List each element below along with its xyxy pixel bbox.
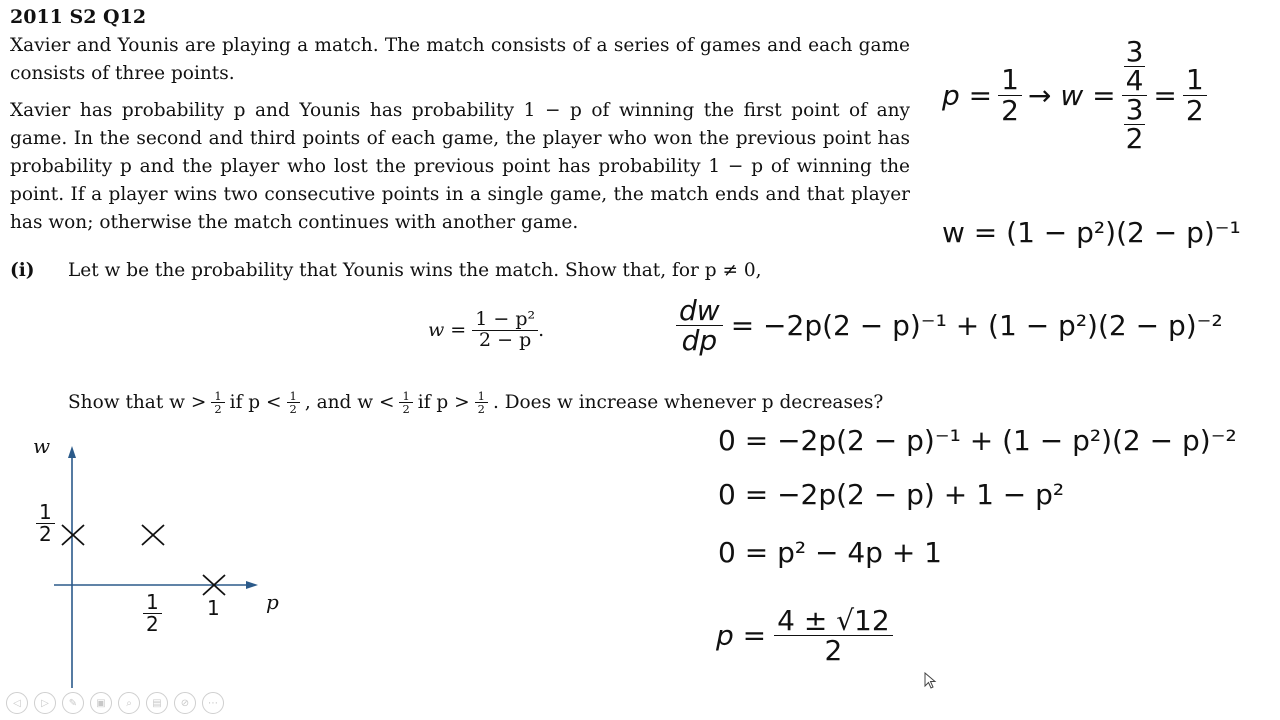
y-tick-half: $\frac{1}{2}$ <box>36 502 55 545</box>
paragraph-intro: Xavier and Younis are playing a match. The match consists of a series of games and each game consists of three points. <box>10 35 910 84</box>
prev-icon[interactable]: ◁ <box>6 692 28 714</box>
formula-w-num: 1 − p² <box>472 310 538 331</box>
mouse-cursor-icon <box>924 672 938 690</box>
point-marker-y-intercept <box>62 525 84 545</box>
copy-icon[interactable]: ▣ <box>90 692 112 714</box>
annotation-step-1: 0 = −2p(2 − p)⁻¹ + (1 − p²)(2 − p)⁻² <box>718 424 1237 457</box>
annotation-half-check: p = $\frac{1}{2}$ → w = 3 4 3 2 = $\frac{1}{2}$ <box>942 30 1207 160</box>
formula-w-tail: . <box>538 319 545 342</box>
more-icon[interactable]: ⋯ <box>202 692 224 714</box>
paragraph-rules: Xavier has probability p and Younis has probability 1 − p of winning the first point of any game. In the second and third points of each game, the player who won the previous point has probability p and the player who lost the previous point has probability 1 − p of winning the point. If a player wins two consecutive points in a single game, the match ends and that player has won; otherwise the match continues with another game. <box>10 100 910 233</box>
half-fraction: $\frac{1}{2}$ <box>475 390 488 415</box>
part-label: (i) <box>10 260 35 281</box>
show-text-b: if p < <box>229 392 282 414</box>
part-text: Let w be the probability that Younis wins the match. Show that, for p ≠ 0, <box>68 260 762 281</box>
x-axis-arrow-icon <box>246 581 258 589</box>
hide-icon[interactable]: ⊘ <box>174 692 196 714</box>
annotation-step-3: 0 = p² − 4p + 1 <box>718 536 942 569</box>
x-tick-one: 1 <box>207 596 220 620</box>
annotation-derivative: $\frac{dw}{dp}$ = −2p(2 − p)⁻¹ + (1 − p²)(2 − p)⁻² <box>676 296 1223 356</box>
pen-icon[interactable]: ✎ <box>62 692 84 714</box>
annotation-step-2: 0 = −2p(2 − p) + 1 − p² <box>718 478 1065 511</box>
show-text-e: . Does w increase whenever p decreases? <box>492 392 884 414</box>
point-marker-half <box>142 525 164 545</box>
formula-w-fraction <box>472 310 538 351</box>
half-fraction: $\frac{1}{2}$ <box>211 390 224 415</box>
sketch-graph <box>0 430 320 692</box>
show-text-c: , and w < <box>304 392 395 414</box>
show-text <box>68 390 883 415</box>
next-icon[interactable]: ▷ <box>34 692 56 714</box>
half-fraction: $\frac{1}{2}$ <box>399 390 412 415</box>
zoom-icon[interactable]: ⌕ <box>118 692 140 714</box>
slides-icon[interactable]: ▤ <box>146 692 168 714</box>
y-axis-label: w <box>33 434 51 458</box>
annotation-solution: p = $\frac{4 \pm √12}{2}$ <box>716 606 893 666</box>
formula-w-lhs: w = <box>428 319 467 342</box>
show-text-d: if p > <box>417 392 470 414</box>
x-tick-half: $\frac{1}{2}$ <box>143 592 162 635</box>
x-axis-label: p <box>266 590 279 614</box>
question-title: 2011 S2 Q12 <box>10 6 147 28</box>
compound-fraction: 3 4 3 2 <box>1122 38 1148 153</box>
show-text-a: Show that w > <box>68 392 207 414</box>
annotation-w-rewrite: w = (1 − p²)(2 − p)⁻¹ <box>942 216 1241 249</box>
formula-w-den: 2 − p <box>479 328 532 351</box>
half-fraction: $\frac{1}{2}$ <box>287 390 300 415</box>
formula-w <box>428 310 544 351</box>
presentation-toolbar <box>6 692 224 714</box>
y-axis-arrow-icon <box>68 446 76 458</box>
